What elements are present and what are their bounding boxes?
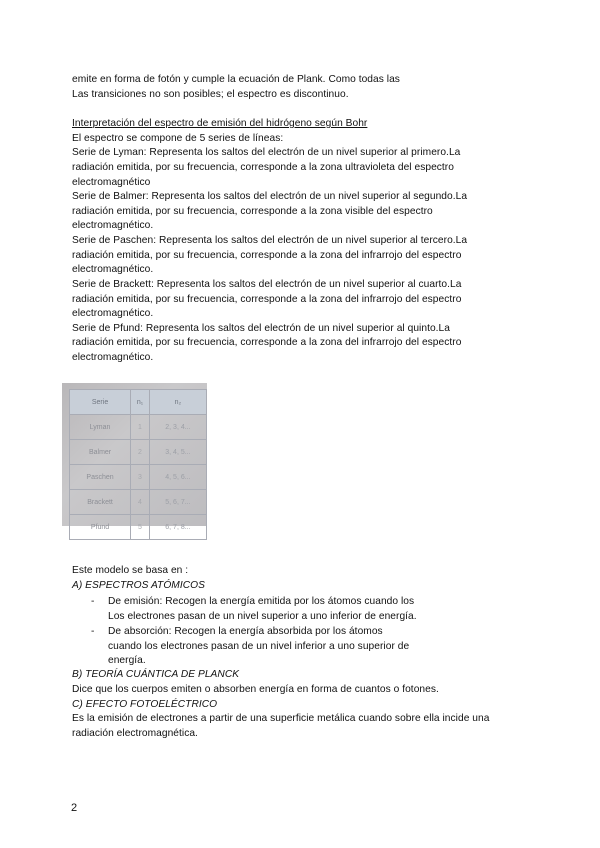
pfund-line-1: Serie de Pfund: Representa los saltos del electrón de un nivel superior al quinto.La xyxy=(72,323,450,334)
section-c-line-1: Es la emisión de electrones a partir de una superficie metálica cuando sobre ella incide una xyxy=(72,713,490,724)
table-header-cell: Serie xyxy=(70,390,131,415)
table-row xyxy=(70,515,207,540)
bullet-dash-icon: - xyxy=(91,596,95,607)
paschen-line-3: electromagnético. xyxy=(72,264,154,275)
section-c-title: C) EFECTO FOTOELÉCTRICO xyxy=(72,699,218,710)
brackett-line-2: radiación emitida, por su frecuencia, corresponde a la zona del infrarrojo del espectro xyxy=(72,294,462,305)
series-table-photo xyxy=(62,383,207,531)
balmer-line-2: radiación emitida, por su frecuencia, corresponde a la zona visible del espectro xyxy=(72,206,433,217)
table-cell: 4, 5, 6... xyxy=(149,465,206,490)
table-cell: 4 xyxy=(131,490,150,515)
paschen-line-1: Serie de Paschen: Representa los saltos del electrón de un nivel superior al tercero.La xyxy=(72,235,468,246)
table-cell: 6, 7, 8... xyxy=(149,515,206,540)
section-a-title: A) ESPECTROS ATÓMICOS xyxy=(72,580,205,591)
section-title: Interpretación del espectro de emisión del hidrógeno según Bohr xyxy=(72,118,368,129)
page-number: 2 xyxy=(71,802,78,814)
pfund-line-3: electromagnético. xyxy=(72,352,154,363)
table-cell: 5, 6, 7... xyxy=(149,490,206,515)
series-table xyxy=(69,389,207,540)
intro-line-1: emite en forma de fotón y cumple la ecuación de Plank. Como todas las xyxy=(72,74,400,85)
intro-line-2: Las transiciones no son posibles; el espectro es discontinuo. xyxy=(72,89,349,100)
brackett-line-1: Serie de Brackett: Representa los saltos del electrón de un nivel superior al cuarto.La xyxy=(72,279,462,290)
balmer-line-3: electromagnético. xyxy=(72,220,154,231)
section-b-text: Dice que los cuerpos emiten o absorben energía en forma de cuantos o fotones. xyxy=(72,684,439,695)
table-cell: 2, 3, 4... xyxy=(149,415,206,440)
table-cell: Brackett xyxy=(70,490,131,515)
table-row xyxy=(70,465,207,490)
table-header-row xyxy=(70,390,207,415)
lyman-line-3: electromagnético xyxy=(72,177,151,188)
table-header-cell: n₁ xyxy=(131,390,150,415)
balmer-line-1: Serie de Balmer: Representa los saltos del electrón de un nivel superior al segundo.La xyxy=(72,191,468,202)
table-cell: Pfund xyxy=(70,515,131,540)
lyman-line-2: radiación emitida, por su frecuencia, corresponde a la zona ultravioleta del espectro xyxy=(72,162,454,173)
lyman-line-1: Serie de Lyman: Representa los saltos del electrón de un nivel superior al primero.La xyxy=(72,147,461,158)
table-row xyxy=(70,440,207,465)
bullet-dash-icon: - xyxy=(91,626,95,637)
section-c-line-2: radiación electromagnética. xyxy=(72,728,198,739)
model-intro: Este modelo se basa en : xyxy=(72,565,189,576)
table-cell: Paschen xyxy=(70,465,131,490)
paschen-line-2: radiación emitida, por su frecuencia, corresponde a la zona del infrarrojo del espectro xyxy=(72,250,462,261)
table-row xyxy=(70,415,207,440)
table-cell: Balmer xyxy=(70,440,131,465)
table-header-cell: n₂ xyxy=(149,390,206,415)
emission-line-1: De emisión: Recogen la energía emitida por los átomos cuando los xyxy=(108,596,415,607)
table-cell: 3, 4, 5... xyxy=(149,440,206,465)
table-cell: Lyman xyxy=(70,415,131,440)
table-cell: 2 xyxy=(131,440,150,465)
pfund-line-2: radiación emitida, por su frecuencia, corresponde a la zona del infrarrojo del espectro xyxy=(72,337,462,348)
section-b-title: B) TEORÍA CUÁNTICA DE PLANCK xyxy=(72,669,240,680)
brackett-line-3: electromagnético. xyxy=(72,308,154,319)
series-intro: El espectro se compone de 5 series de líneas: xyxy=(72,133,284,144)
table-cell: 5 xyxy=(131,515,150,540)
emission-line-2: Los electrones pasan de un nivel superior a uno inferior de energía. xyxy=(108,611,417,622)
table-cell: 3 xyxy=(131,465,150,490)
absorption-line-3: energía. xyxy=(108,655,146,666)
table-cell: 1 xyxy=(131,415,150,440)
table-row xyxy=(70,490,207,515)
absorption-line-2: cuando los electrones pasan de un nivel inferior a uno superior de xyxy=(108,641,410,652)
absorption-line-1: De absorción: Recogen la energía absorbida por los átomos xyxy=(108,626,383,637)
